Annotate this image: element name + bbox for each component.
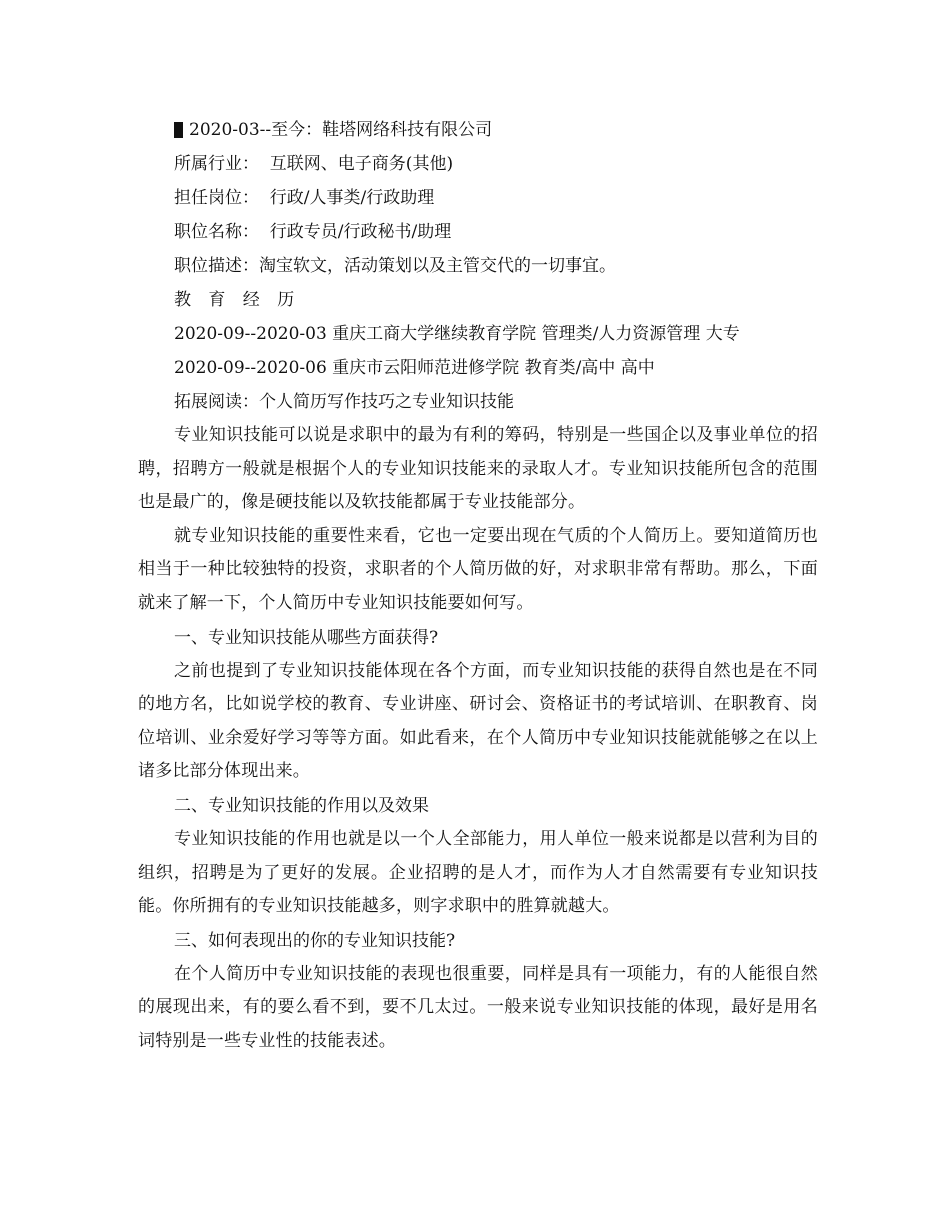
article-paragraph-1: 专业知识技能可以说是求职中的最为有利的筹码，特别是一些国企以及事业单位的招聘，招聘方一般就是根据个人的专业知识技能来的录取人才。专业知识技能所包含的范围也是最广的，像是硬技能以及软技能都属于专业技能部分。 bbox=[138, 425, 818, 513]
job-title: 职位名称： 行政专员/行政秘书/助理 bbox=[174, 222, 452, 242]
education-entry-2: 2020-09--2020-06 重庆市云阳师范进修学院 教育类/高中 高中 bbox=[174, 358, 655, 378]
section3-body: 在个人简历中专业知识技能的表现也很重要，同样是具有一项能力，有的人能很自然的展现出来，有的要么看不到，要不几太过。一般来说专业知识技能的体现，最好是用名词特别是一些专业性的技能表述。 bbox=[138, 963, 818, 1051]
section2-title: 二、专业知识技能的作用以及效果 bbox=[174, 795, 429, 816]
job-position: 担任岗位： 行政/人事类/行政助理 bbox=[174, 188, 435, 208]
job-header: 2020-03--至今：鞋塔网络科技有限公司 bbox=[189, 120, 493, 140]
job-description: 职位描述：淘宝软文，活动策划以及主管交代的一切事宜。 bbox=[174, 256, 616, 276]
extended-reading-title: 拓展阅读：个人简历写作技巧之专业知识技能 bbox=[174, 392, 514, 412]
document-page bbox=[138, 113, 818, 1059]
bullet-square-icon bbox=[174, 122, 183, 138]
education-heading: 教 育 经 历 bbox=[174, 290, 301, 310]
job-industry: 所属行业： 互联网、电子商务(其他) bbox=[174, 154, 454, 174]
section2-body: 专业知识技能的作用也就是以一个人全部能力，用人单位一般来说都是以营利为目的组织，招聘是为了更好的发展。企业招聘的是人才，而作为人才自然需要有专业知识技能。你所拥有的专业知识技能越多，则字求职中的胜算就越大。 bbox=[138, 828, 818, 917]
article-paragraph-2: 就专业知识技能的重要性来看，它也一定要出现在气质的个人简历上。要知道简历也相当于一种比较独特的投资，求职者的个人简历做的好，对求职非常有帮助。那么，下面就来了解一下，个人简历中专业知识技能要如何写。 bbox=[138, 525, 818, 613]
education-entry-1: 2020-09--2020-03 重庆工商大学继续教育学院 管理类/人力资源管理 大专 bbox=[174, 324, 740, 344]
job-header-row bbox=[138, 113, 818, 147]
section3-title: 三、如何表现出的你的专业知识技能? bbox=[174, 930, 456, 951]
section1-body: 之前也提到了专业知识技能体现在各个方面，而专业知识技能的获得自然也是在不同的地方名，比如说学校的教育、专业讲座、研讨会、资格证书的考试培训、在职教育、岗位培训、业余爱好学习等等方面。如此看来，在个人简历中专业知识技能就能够之在以上诸多比部分体现出来。 bbox=[138, 660, 818, 782]
section1-title: 一、专业知识技能从哪些方面获得? bbox=[174, 627, 439, 648]
